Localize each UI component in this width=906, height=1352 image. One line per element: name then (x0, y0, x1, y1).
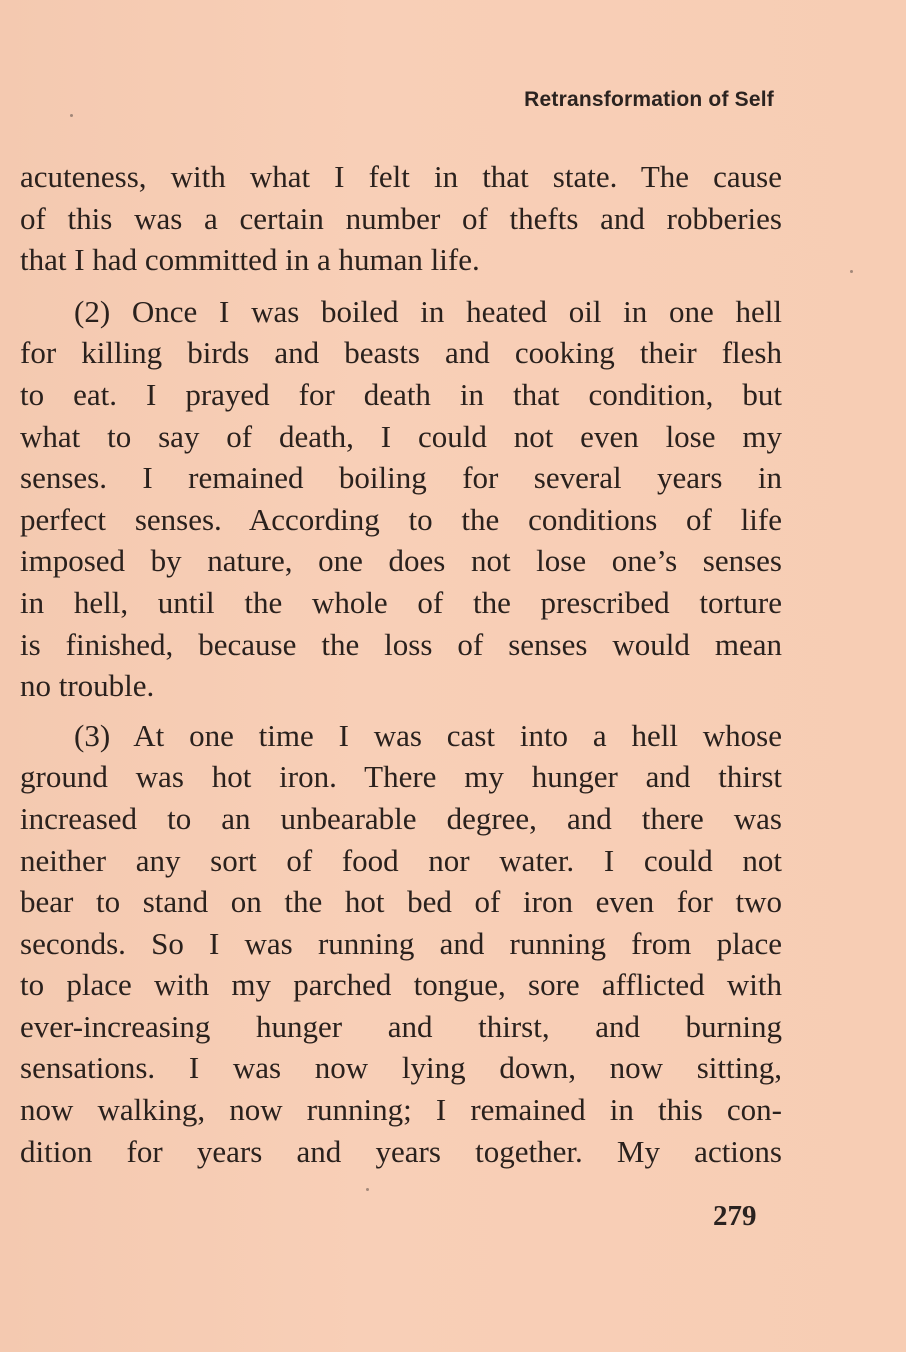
text-line: no trouble. (20, 668, 155, 704)
text-line: what to say of death, I could not even lose my (20, 418, 782, 454)
text-line: for killing birds and beasts and cooking their flesh (20, 335, 782, 371)
paper-speck (850, 270, 853, 273)
paragraph-2 (20, 291, 782, 707)
text-line: to eat. I prayed for death in that condition, but (20, 376, 782, 412)
text-line: seconds. So I was running and running from place (20, 925, 782, 961)
text-line: ever-increasing hunger and thirst, and burning (20, 1008, 782, 1044)
text-line: of this was a certain number of thefts and robberies (20, 200, 782, 236)
text-line: in hell, until the whole of the prescribed torture (20, 584, 782, 620)
text-line: senses. I remained boiling for several years in (20, 460, 782, 496)
paragraph-3 (20, 715, 782, 1173)
text-line: bear to stand on the hot bed of iron even for two (20, 884, 782, 920)
paper-speck (70, 114, 73, 117)
text-line: imposed by nature, one does not lose one’s senses (20, 543, 782, 579)
text-line: (2) Once I was boiled in heated oil in one hell (74, 293, 782, 329)
body-text (20, 156, 782, 1176)
running-head: Retransformation of Self (524, 88, 774, 111)
text-line: now walking, now running; I remained in this con- (20, 1092, 782, 1128)
text-line: dition for years and years together. My actions (20, 1133, 782, 1169)
text-line: sensations. I was now lying down, now sitting, (20, 1050, 782, 1086)
text-line: (3) At one time I was cast into a hell whose (74, 717, 782, 753)
text-line: is finished, because the loss of senses would mean (20, 626, 782, 662)
text-line: increased to an unbearable degree, and there was (20, 800, 782, 836)
text-line: acuteness, with what I felt in that state. The cause (20, 159, 782, 194)
text-line: to place with my parched tongue, sore afflicted with (20, 967, 782, 1003)
page-number: 279 (713, 1200, 757, 1232)
text-line: that I had committed in a human life. (20, 242, 480, 278)
text-line: ground was hot iron. There my hunger and thirst (20, 759, 782, 795)
paragraph-1 (20, 156, 782, 281)
text-line: neither any sort of food nor water. I could not (20, 842, 782, 878)
paper-speck (366, 1188, 369, 1191)
text-line: perfect senses. According to the conditions of life (20, 501, 782, 537)
